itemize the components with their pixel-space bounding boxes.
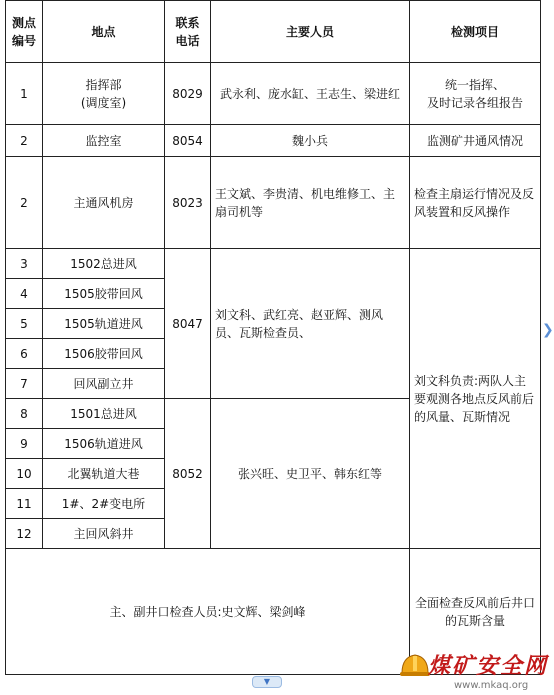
cell-wellhead-staff: 主、副井口检查人员:史文辉、梁剑峰: [6, 549, 410, 675]
table-row: [6, 157, 541, 249]
cell-staff: 武永利、庞水缸、王志生、梁进红: [211, 63, 410, 125]
header-staff: 主要人员: [211, 1, 410, 63]
cell-phone: 8029: [165, 63, 211, 125]
cell-staff: 王文斌、李贵清、机电维修工、主扇司机等: [211, 157, 410, 249]
cell-no: 4: [6, 279, 43, 309]
expand-down-icon[interactable]: ▼: [252, 676, 282, 688]
hardhat-logo-icon: [398, 649, 432, 683]
cell-phone: 8023: [165, 157, 211, 249]
cell-phone: 8047: [165, 249, 211, 399]
cell-no: 6: [6, 339, 43, 369]
header-items: 检测项目: [410, 1, 541, 63]
cell-no: 11: [6, 489, 43, 519]
table-header-row: [6, 1, 541, 63]
cell-place: 监控室: [43, 125, 165, 157]
cell-phone: 8054: [165, 125, 211, 157]
cell-place: 1506轨道进风: [43, 429, 165, 459]
watermark-url: www.mkaq.org: [454, 680, 529, 691]
header-place: 地点: [43, 1, 165, 63]
table-row: [6, 249, 541, 279]
cell-place: 北翼轨道大巷: [43, 459, 165, 489]
watermark-title: 煤矿安全网: [428, 653, 549, 679]
cell-items-shared: 刘文科负责:两队人主要观测各地点反风前后的风量、瓦斯情况: [410, 249, 541, 549]
cell-items: 统一指挥、 及时记录各组报告: [410, 63, 541, 125]
cell-phone: 8052: [165, 399, 211, 549]
cell-place: 1505轨道进风: [43, 309, 165, 339]
cell-no: 8: [6, 399, 43, 429]
cell-items: 监测矿井通风情况: [410, 125, 541, 157]
cell-no: 2: [6, 125, 43, 157]
cell-place: 指挥部 (调度室): [43, 63, 165, 125]
table-row: [6, 125, 541, 157]
cell-place: 主通风机房: [43, 157, 165, 249]
cell-staff: 魏小兵: [211, 125, 410, 157]
header-phone: 联系 电话: [165, 1, 211, 63]
cell-place: 回风副立井: [43, 369, 165, 399]
table-row: [6, 63, 541, 125]
cell-staff: 张兴旺、史卫平、韩东红等: [211, 399, 410, 549]
cell-place: 1506胶带回风: [43, 339, 165, 369]
cell-no: 10: [6, 459, 43, 489]
cell-place: 1#、2#变电所: [43, 489, 165, 519]
cell-place: 1505胶带回风: [43, 279, 165, 309]
cell-no: 9: [6, 429, 43, 459]
cell-staff: 刘文科、武红亮、赵亚辉、测风员、瓦斯检查员、: [211, 249, 410, 399]
cell-place: 1501总进风: [43, 399, 165, 429]
cell-no: 12: [6, 519, 43, 549]
cell-no: 7: [6, 369, 43, 399]
inspection-table: [5, 0, 541, 675]
cell-items: 检查主扇运行情况及反风装置和反风操作: [410, 157, 541, 249]
cell-place: 1502总进风: [43, 249, 165, 279]
cell-no: 1: [6, 63, 43, 125]
site-watermark: [398, 647, 548, 695]
header-no: 测点 编号: [6, 1, 43, 63]
cell-no: 5: [6, 309, 43, 339]
cell-items: 全面检查反风前后井口的瓦斯含量: [410, 549, 541, 675]
cell-no: 3: [6, 249, 43, 279]
scroll-right-icon[interactable]: ❯: [542, 322, 554, 338]
cell-no: 2: [6, 157, 43, 249]
cell-place: 主回风斜井: [43, 519, 165, 549]
